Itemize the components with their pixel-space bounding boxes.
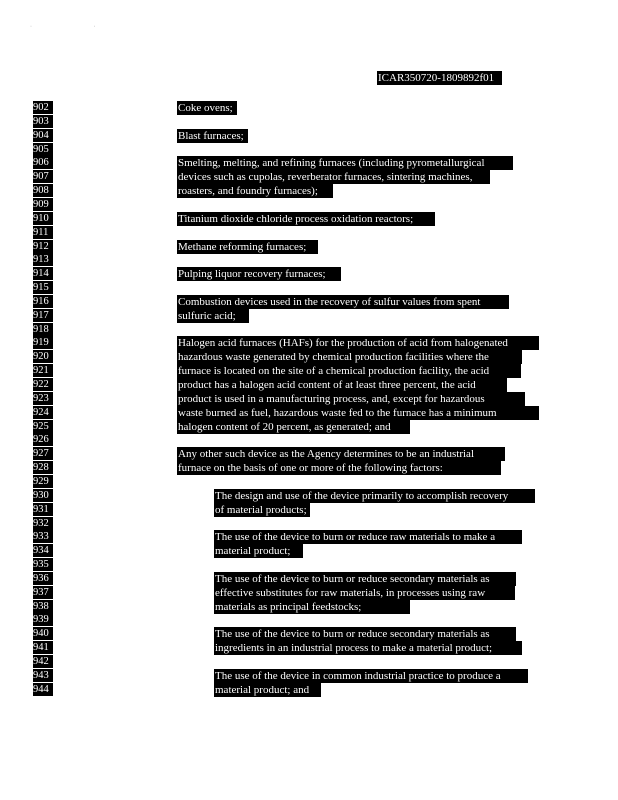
line-number: 931	[33, 503, 53, 516]
line-number: 909	[33, 198, 53, 211]
list-item-line: product is used in a manufacturing process, and, except for hazardous	[177, 392, 525, 406]
line-number: 934	[33, 544, 53, 557]
sub-list-item-line: ingredients in an industrial process to make a material product;	[214, 641, 522, 655]
list-item-line: hazardous waste generated by chemical production facilities where the	[177, 350, 522, 364]
list-item-line: Blast furnaces;	[177, 129, 248, 143]
sub-list-item-line: material product;	[214, 544, 303, 558]
line-number: 944	[33, 683, 53, 696]
list-item-line: waste burned as fuel, hazardous waste fed to the furnace has a minimum	[177, 406, 539, 420]
line-number: 907	[33, 170, 53, 183]
list-item-line: furnace is located on the site of a chemical production facility, the acid	[177, 364, 521, 378]
list-item-line: Any other such device as the Agency determines to be an industrial	[177, 447, 505, 461]
line-number: 904	[33, 129, 53, 142]
list-item-line: Coke ovens;	[177, 101, 237, 115]
sub-list-item-line: The use of the device to burn or reduce secondary materials as	[214, 627, 516, 641]
line-number: 917	[33, 309, 53, 322]
sub-list-item-line: The design and use of the device primarily to accomplish recovery	[214, 489, 535, 503]
line-number: 916	[33, 295, 53, 308]
line-number: 939	[33, 613, 53, 626]
line-number: 943	[33, 669, 53, 682]
line-number: 942	[33, 655, 53, 668]
line-number: 932	[33, 517, 53, 530]
sub-list-item-line: materials as principal feedstocks;	[214, 600, 410, 614]
line-number: 920	[33, 350, 53, 363]
line-number: 933	[33, 530, 53, 543]
line-number: 913	[33, 253, 53, 266]
line-number: 912	[33, 240, 53, 253]
list-item-line: roasters, and foundry furnaces);	[177, 184, 333, 198]
line-number: 929	[33, 475, 53, 488]
list-item-line: Combustion devices used in the recovery of sulfur values from spent	[177, 295, 509, 309]
list-item-line: product has a halogen acid content of at least three percent, the acid	[177, 378, 507, 392]
scan-specks: · ·	[30, 24, 126, 30]
line-number: 921	[33, 364, 53, 377]
line-number: 935	[33, 558, 53, 571]
list-item-line: Smelting, melting, and refining furnaces (including pyrometallurgical	[177, 156, 513, 170]
list-item-line: furnace on the basis of one or more of the following factors:	[177, 461, 501, 475]
list-item-line: devices such as cupolas, reverberator furnaces, sintering machines,	[177, 170, 490, 184]
document-id: ICAR350720-1809892f01	[377, 71, 502, 85]
list-item-line: Halogen acid furnaces (HAFs) for the production of acid from halogenated	[177, 336, 539, 350]
sub-list-item-line: The use of the device to burn or reduce secondary materials as	[214, 572, 516, 586]
line-number: 915	[33, 281, 53, 294]
line-number: 938	[33, 600, 53, 613]
list-item-line: Titanium dioxide chloride process oxidation reactors;	[177, 212, 435, 226]
list-item-line: Methane reforming furnaces;	[177, 240, 318, 254]
line-number: 906	[33, 156, 53, 169]
line-number: 905	[33, 143, 53, 156]
line-number: 919	[33, 336, 53, 349]
line-number: 911	[33, 226, 53, 239]
sub-list-item-line: material product; and	[214, 683, 321, 697]
sub-list-item-line: The use of the device in common industrial practice to produce a	[214, 669, 528, 683]
line-number: 927	[33, 447, 53, 460]
line-number: 930	[33, 489, 53, 502]
list-item-line: halogen content of 20 percent, as generated; and	[177, 420, 410, 434]
line-number: 910	[33, 212, 53, 225]
line-number: 928	[33, 461, 53, 474]
line-number: 924	[33, 406, 53, 419]
line-number: 925	[33, 420, 53, 433]
sub-list-item-line: The use of the device to burn or reduce raw materials to make a	[214, 530, 522, 544]
sub-list-item-line: effective substitutes for raw materials, in processes using raw	[214, 586, 515, 600]
line-number: 903	[33, 115, 53, 128]
sub-list-item-line: of material products;	[214, 503, 310, 517]
list-item-line: Pulping liquor recovery furnaces;	[177, 267, 341, 281]
list-item-line: sulfuric acid;	[177, 309, 249, 323]
line-number: 936	[33, 572, 53, 585]
line-number: 937	[33, 586, 53, 599]
line-number: 941	[33, 641, 53, 654]
line-number: 902	[33, 101, 53, 114]
line-number: 940	[33, 627, 53, 640]
line-number: 908	[33, 184, 53, 197]
line-number: 922	[33, 378, 53, 391]
line-number: 918	[33, 323, 53, 336]
line-number: 926	[33, 433, 53, 446]
line-number: 923	[33, 392, 53, 405]
line-number: 914	[33, 267, 53, 280]
